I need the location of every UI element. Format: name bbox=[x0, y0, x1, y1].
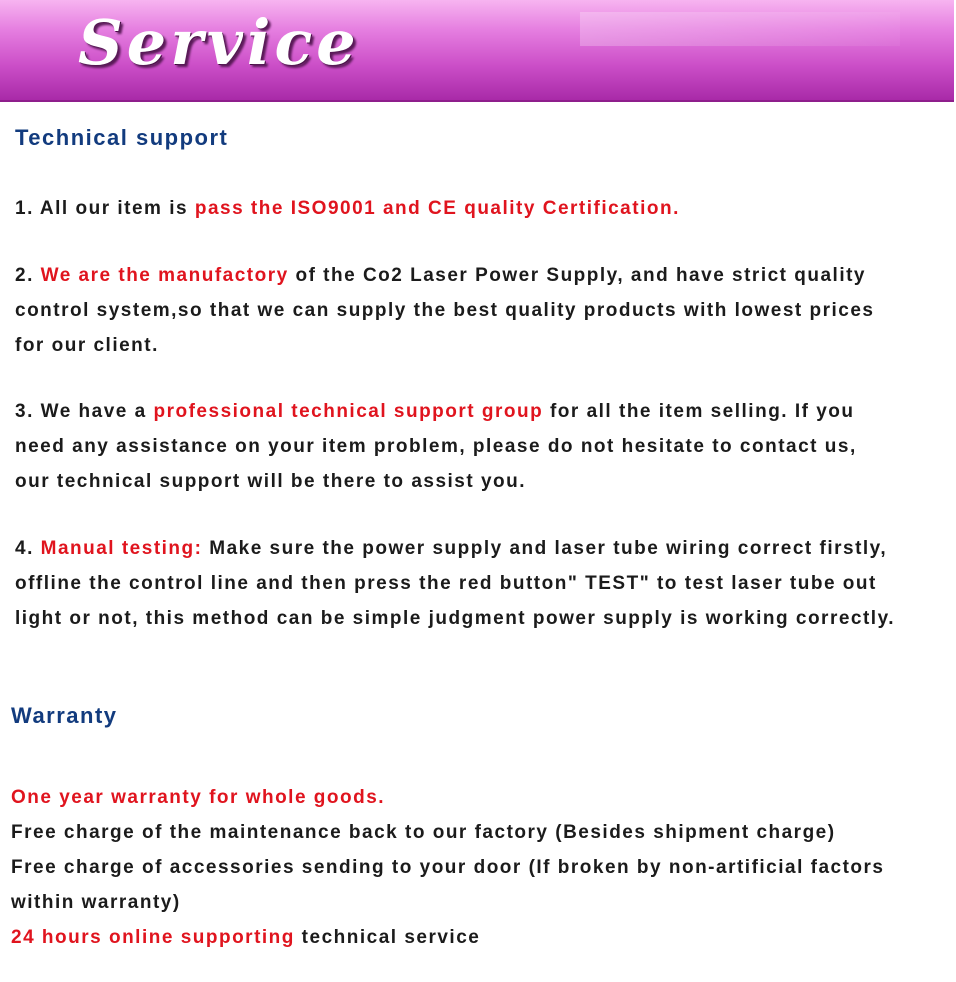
tech-item-4-highlight: Manual testing: bbox=[40, 538, 203, 559]
tech-item-1 bbox=[15, 191, 680, 226]
warranty-line-5-highlight: 24 hours online supporting bbox=[11, 927, 295, 948]
tech-item-3-highlight: professional technical support group bbox=[153, 401, 544, 422]
tech-item-4-number: 4. bbox=[15, 538, 41, 559]
banner-gloss bbox=[580, 12, 900, 46]
service-banner bbox=[0, 0, 954, 102]
warranty-line-5-text: technical service bbox=[294, 927, 481, 948]
tech-item-3-line-2: need any assistance on your item problem, please do not hesitate to contact us, bbox=[15, 436, 857, 457]
warranty-heading: Warranty bbox=[11, 703, 118, 728]
tech-item-3-line-1 bbox=[15, 394, 855, 429]
tech-item-4-line-2: offline the control line and then press the red button" TEST" to test laser tube out bbox=[15, 573, 877, 594]
tech-item-2-number: 2. bbox=[15, 265, 41, 286]
tech-item-4-line-3: light or not, this method can be simple judgment power supply is working correctly. bbox=[15, 608, 896, 629]
banner-title: Service bbox=[78, 6, 360, 79]
tech-item-2-text: of the Co2 Laser Power Supply, and have strict quality bbox=[288, 265, 867, 286]
tech-item-3-line-3: our technical support will be there to assist you. bbox=[15, 471, 527, 492]
tech-item-2-highlight: We are the manufactory bbox=[40, 265, 289, 286]
tech-item-1-highlight: pass the ISO9001 and CE quality Certification. bbox=[194, 198, 680, 219]
warranty-line-2: Free charge of the maintenance back to our factory (Besides shipment charge) bbox=[11, 822, 836, 843]
warranty-line-1: One year warranty for whole goods. bbox=[11, 787, 386, 808]
tech-item-2-line-2: control system,so that we can supply the best quality products with lowest prices bbox=[15, 300, 875, 321]
tech-item-2-line-1 bbox=[15, 258, 866, 293]
warranty-line-5 bbox=[11, 920, 480, 955]
tech-item-3-text: 3. We have a bbox=[15, 401, 154, 422]
tech-item-4-line-1 bbox=[15, 531, 887, 566]
warranty-line-3: Free charge of accessories sending to your door (If broken by non-artificial factors bbox=[11, 857, 885, 878]
warranty-line-4: within warranty) bbox=[11, 892, 181, 913]
tech-item-2-line-3: for our client. bbox=[15, 335, 159, 356]
tech-item-4-text: Make sure the power supply and laser tube wiring correct firstly, bbox=[202, 538, 888, 559]
tech-item-3-text-post: for all the item selling. If you bbox=[543, 401, 855, 422]
tech-item-1-text: 1. All our item is bbox=[15, 198, 195, 219]
technical-support-heading: Technical support bbox=[15, 125, 229, 150]
